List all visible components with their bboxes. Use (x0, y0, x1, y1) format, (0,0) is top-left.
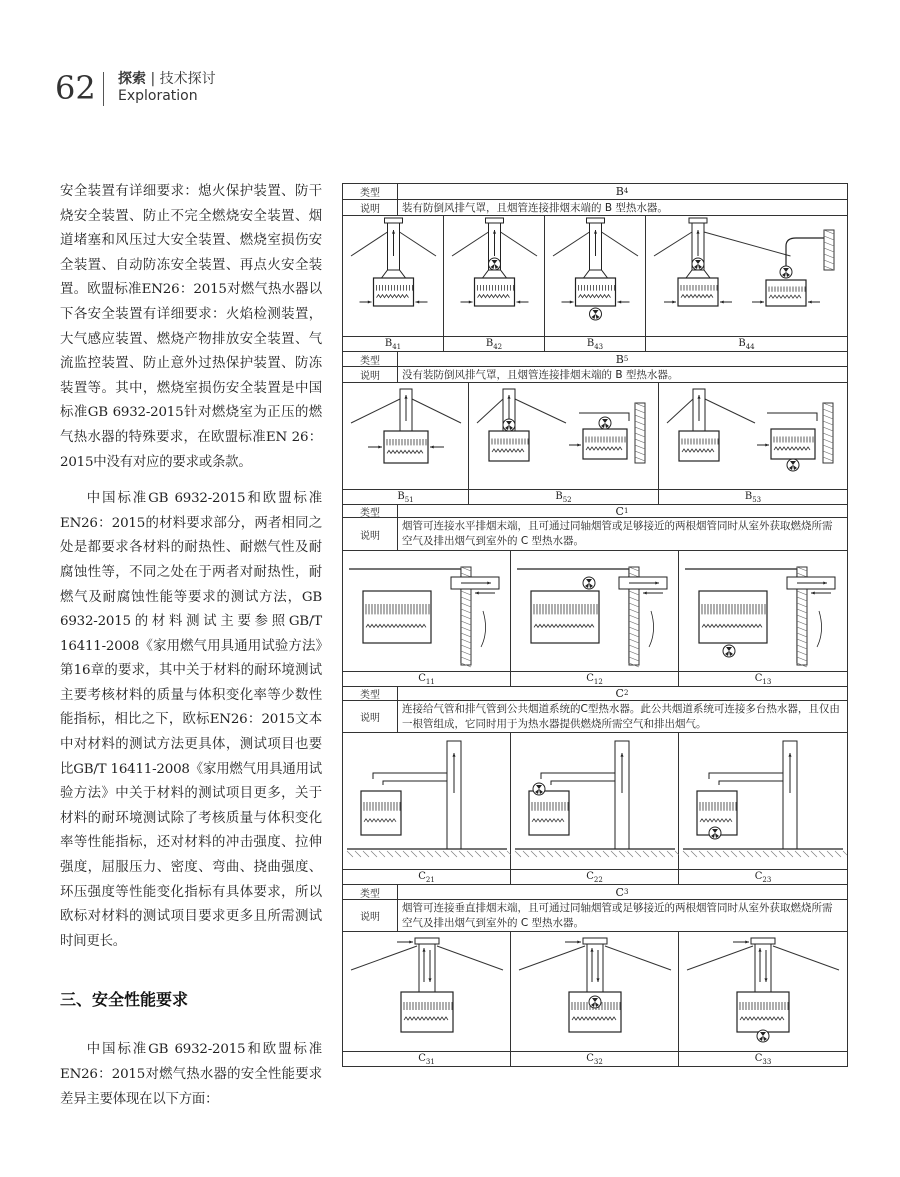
floor-hatch (475, 851, 481, 857)
roof-line (400, 232, 437, 256)
flue-diagram (444, 216, 545, 338)
floor-hatch (443, 851, 449, 857)
floor-hatch (419, 851, 425, 857)
figure-cell (679, 932, 847, 1066)
floor-hatch (803, 851, 809, 857)
heater-body (363, 591, 431, 643)
desc-label: 说明 (343, 701, 398, 732)
type-label: 类型 (343, 687, 398, 700)
heater-body (766, 280, 806, 306)
figure-caption: $B_{53}$ (659, 489, 847, 504)
floor-hatch (659, 851, 665, 857)
air-flow-curve (481, 611, 486, 647)
floor-hatch (635, 851, 641, 857)
floor-hatch (595, 851, 601, 857)
roof-line (452, 232, 489, 256)
section-en: Exploration (118, 88, 198, 104)
roof-line (705, 399, 755, 423)
figure-cell (343, 932, 511, 1066)
roof-line (519, 946, 585, 970)
figure-cell (646, 216, 847, 351)
paragraph-3: 中国标准GB 6932-2015和欧盟标准EN26：2015对燃气热水器的安全性能要求差异主要体现在以下方面： (60, 1042, 322, 1107)
floor-hatch (819, 851, 825, 857)
floor-hatch (491, 851, 497, 857)
figure-cell (659, 383, 847, 504)
floor-hatch (579, 851, 585, 857)
floor-hatch (355, 851, 361, 857)
flue-diagram (511, 733, 679, 871)
heater-body (576, 278, 616, 306)
floor-hatch (795, 851, 801, 857)
flue-pipe (786, 238, 824, 270)
flue-cap (486, 218, 504, 223)
floor-hatch (467, 851, 473, 857)
roof-line (667, 399, 693, 423)
floor-hatch (555, 851, 561, 857)
flue-diagram (679, 551, 847, 673)
floor-hatch (787, 851, 793, 857)
roof-line (553, 232, 590, 256)
figure-caption: $C_{21}$ (343, 869, 510, 884)
figure-caption: $C_{12}$ (511, 671, 678, 686)
roof-line (351, 946, 417, 970)
floor-hatch (611, 851, 617, 857)
floor-hatch (779, 851, 785, 857)
vertical-flue (587, 944, 603, 992)
floor-hatch (747, 851, 753, 857)
floor-hatch (771, 851, 777, 857)
arrow-head (618, 300, 622, 303)
desc-row-b5 (343, 367, 847, 383)
floor-hatch (483, 851, 489, 857)
heater-body (361, 791, 401, 835)
floor-hatch (539, 851, 545, 857)
desc-value: 装有防倒风排气罩，且烟管连接排烟末端的 B 型热水器。 (402, 202, 668, 214)
type-row-b4 (343, 184, 847, 200)
heater-body (374, 278, 414, 306)
arrow-head (570, 300, 574, 303)
flue-pipe (767, 413, 817, 421)
roof-line (704, 232, 791, 256)
type-label: 类型 (343, 505, 398, 517)
flue-diagram (511, 551, 679, 673)
floor-hatch (379, 851, 385, 857)
floor-hatch (763, 851, 769, 857)
floor-hatch (395, 851, 401, 857)
floor-hatch (811, 851, 817, 857)
floor-hatch (843, 851, 847, 857)
flue-cap (587, 218, 605, 223)
figure-caption: $C_{13}$ (679, 671, 847, 686)
vertical-flue (755, 944, 771, 992)
arrow-head (517, 300, 521, 303)
floor-hatch (371, 851, 377, 857)
heater-body (699, 591, 767, 643)
arrow-head (720, 300, 724, 303)
air-flow-curve (649, 611, 654, 647)
floor-hatch (411, 851, 417, 857)
desc-value: 连接给气管和排气管到公共烟道系统的C型热水器。此公共烟道系统可连接多台热水器，且仅由一根管组成，它同时用于为热水器提供燃烧所需空气和排出烟气。 (402, 703, 840, 730)
heater-body (384, 431, 428, 463)
figure-caption: $C_{22}$ (511, 869, 678, 884)
desc-value: 烟管可连接垂直排烟末端，且可通过同轴烟管或足够接近的两根烟管同时从室外获取燃烧所需空气及排出烟气到室外的 C 型热水器。 (402, 902, 833, 929)
arrow-head (409, 940, 413, 943)
figure-cell (343, 551, 511, 686)
roof-line (687, 946, 753, 970)
flue-diagram (545, 216, 646, 338)
heater-body (531, 591, 599, 643)
roof-terminal (415, 938, 439, 944)
roof-line (351, 399, 400, 423)
figure-cell (511, 733, 679, 884)
floor-hatch (691, 851, 697, 857)
figure-caption: $B_{52}$ (469, 489, 658, 504)
wall-section (635, 403, 645, 463)
connector-pipe (709, 773, 783, 779)
section-heading: 三、安全性能要求 (60, 990, 189, 1010)
draught-hood (382, 270, 406, 278)
type-label: 类型 (343, 885, 398, 899)
floor-hatch (499, 851, 505, 857)
roof-terminal (751, 938, 775, 944)
flue-diagram (659, 383, 847, 491)
type-value: C 2 (615, 687, 629, 700)
flue-diagram (343, 932, 511, 1052)
flue-diagram (469, 383, 659, 491)
floor-hatch (427, 851, 433, 857)
arrow-head (577, 443, 581, 446)
desc-row-b4 (343, 200, 847, 216)
arrow-head (430, 445, 434, 448)
header-divider (103, 72, 104, 106)
arrow-head (475, 591, 479, 594)
type-row-c2 (343, 687, 847, 701)
roof-line (515, 399, 566, 423)
flue-cap (385, 218, 403, 223)
heater-body (678, 278, 718, 306)
type-row-c3 (343, 885, 847, 900)
floor-hatch (739, 851, 745, 857)
floor-hatch (347, 851, 353, 857)
figure-cell (444, 216, 545, 351)
draught-hood (686, 270, 710, 278)
paragraph-2: 中国标准GB 6932-2015和欧盟标准EN26：2015的材料要求部分，两者相同之处是都要求各材料的耐热性、耐燃气性及耐腐蚀性等，不同之处在于两者对耐热性，耐燃气及耐腐蚀性能等要求的测试方法，GB 6932-2015的材料测试主要参照GB/T 16411-2008《家用燃气用具通用试验方法》第16章的要求，其中关于材料的耐环境测试主要考核材料的质量与体积变化率等少数性能指标，相比之下，欧标EN26：2015文本中对材料的测试方法更具体，测试项目也要比GB/T 16411-2008《家用燃气用具通用试验方法》中关于材料的测试项目更多，关于材料的耐环境测试除了考核质量与体积变化率等性能指标，还对材料的冲击强度、拉伸强度，屈服压力、密度、弯曲、挠曲强度、环压强度等性能变化指标有具体要求，所以欧标对材料的测试项目要求更多且所需测试时间更长。 (60, 491, 322, 949)
figure-cell (511, 932, 679, 1066)
figure-cell (679, 733, 847, 884)
floor-hatch (603, 851, 609, 857)
floor-hatch (667, 851, 673, 857)
floor-hatch (619, 851, 625, 857)
desc-row-c2 (343, 701, 847, 733)
desc-label: 说明 (343, 518, 398, 550)
figure-cell (511, 551, 679, 686)
figure-caption: $C_{32}$ (511, 1051, 678, 1066)
roof-line (477, 399, 503, 423)
floor-hatch (363, 851, 369, 857)
figure-caption: $B_{42}$ (444, 336, 544, 351)
roof-terminal (583, 938, 607, 944)
floor-hatch (723, 851, 729, 857)
floor-hatch (587, 851, 593, 857)
figure-cell (679, 551, 847, 686)
vertical-flue (419, 944, 435, 992)
figure-caption: $C_{31}$ (343, 1051, 510, 1066)
flue-diagram (343, 551, 511, 673)
figure-cell (469, 383, 659, 504)
flue-type-table (342, 183, 848, 1067)
figure-caption: $B_{44}$ (646, 336, 847, 351)
text-column (60, 180, 322, 1112)
floor-hatch (627, 851, 633, 857)
figure-caption: $C_{11}$ (343, 671, 510, 686)
heater-body (529, 791, 569, 835)
floor-hatch (531, 851, 537, 857)
floor-hatch (563, 851, 569, 857)
figures-b4 (343, 216, 847, 352)
type-row-b5 (343, 352, 847, 367)
arrow-head (368, 300, 372, 303)
desc-value: 没有装防倒风排气罩，且烟管连接排烟末端的 B 型热水器。 (402, 369, 679, 381)
flue-diagram (343, 216, 444, 338)
floor-hatch (643, 851, 649, 857)
arrow-head (745, 940, 749, 943)
flue-diagram (343, 383, 469, 491)
floor-hatch (835, 851, 841, 857)
page-number: 62 (55, 69, 96, 107)
floor-hatch (515, 851, 521, 857)
floor-hatch (571, 851, 577, 857)
floor-hatch (715, 851, 721, 857)
floor-hatch (651, 851, 657, 857)
type-label: 类型 (343, 352, 398, 366)
heater-body (475, 278, 515, 306)
floor-hatch (547, 851, 553, 857)
arrow-head (643, 591, 647, 594)
arrow-head (760, 300, 764, 303)
floor-hatch (435, 851, 441, 857)
heater-body (771, 429, 815, 459)
heater-body (737, 992, 789, 1032)
floor-hatch (387, 851, 393, 857)
paragraph-1: 安全装置有详细要求：熄火保护装置、防干烧安全装置、防止不完全燃烧安全装置、烟道堵塞和风压过大安全装置、燃烧室损伤安全装置、自动防冻安全装置、再点火安全装置。欧盟标准EN26：2015对燃气热水器以下各安全装置有详细要求：火焰检测装置，大气感应装置、燃烧产物排放安全装置、气流监控装置、防止意外过热保护装置、防冻装置等。其中，燃烧室损伤安全装置是中国标准GB 6932-2015针对燃烧室为正压的燃气热水器的特殊要求，在欧盟标准EN 26：2015中没有对应的要求或条款。 (60, 184, 322, 470)
type-value: C 1 (615, 504, 629, 518)
flue-diagram (679, 733, 847, 871)
floor-hatch (707, 851, 713, 857)
section-cn: 探索 (118, 71, 146, 87)
draught-hood (483, 270, 507, 278)
type-label: 类型 (343, 184, 398, 199)
arrow-head (765, 443, 769, 446)
connector-pipe (541, 773, 615, 779)
figures-c2 (343, 733, 847, 885)
roof-line (602, 232, 639, 256)
figure-caption: $C_{23}$ (679, 869, 847, 884)
desc-label: 说明 (343, 900, 398, 931)
roof-line (605, 946, 671, 970)
roof-line (654, 232, 692, 256)
figures-c1 (343, 551, 847, 687)
heater-body (489, 431, 529, 461)
roof-line (412, 399, 461, 423)
figure-cell (343, 733, 511, 884)
floor-hatch (683, 851, 689, 857)
flue-cap (689, 218, 707, 223)
air-flow-curve (817, 611, 822, 647)
flue-diagram (511, 932, 679, 1052)
roof-line (501, 232, 538, 256)
header-section-cn: 探索 | 技术探讨 (118, 71, 216, 87)
arrow-head (577, 940, 581, 943)
desc-label: 说明 (343, 367, 398, 382)
figure-caption: $B_{43}$ (545, 336, 645, 351)
arrow-head (378, 445, 382, 448)
roof-line (437, 946, 503, 970)
floor-hatch (403, 851, 409, 857)
connector-pipe (551, 781, 615, 785)
figure-cell (343, 383, 469, 504)
floor-hatch (731, 851, 737, 857)
desc-row-c1 (343, 518, 847, 551)
arrow-head (808, 300, 812, 303)
heater-body (401, 992, 453, 1032)
type-value: B 4 (615, 185, 629, 198)
type-value: B 5 (615, 352, 629, 366)
figure-cell (343, 216, 444, 351)
heater-body (583, 429, 627, 459)
floor-hatch (451, 851, 457, 857)
desc-label: 说明 (343, 200, 398, 215)
flue-diagram (679, 932, 847, 1052)
figures-b5 (343, 383, 847, 505)
arrow-head (672, 300, 676, 303)
figure-caption: $B_{41}$ (343, 336, 443, 351)
heater-body (679, 431, 719, 461)
figure-caption: $C_{33}$ (679, 1051, 847, 1066)
desc-value: 烟管可连接水平排烟末端，且可通过同轴烟管或足够接近的两根烟管同时从室外获取燃烧所需空气及排出烟气到室外的 C 型热水器。 (402, 520, 833, 547)
figure-cell (545, 216, 646, 351)
floor-hatch (827, 851, 833, 857)
connector-pipe (383, 781, 447, 785)
arrow-head (811, 591, 815, 594)
roof-line (351, 232, 388, 256)
arrow-head (469, 300, 473, 303)
draught-hood (584, 270, 608, 278)
flue-diagram (343, 733, 511, 871)
connector-pipe (719, 781, 783, 785)
flue-diagram (646, 216, 847, 338)
type-value: C 3 (615, 885, 629, 899)
figures-c3 (343, 932, 847, 1066)
figure-caption: $B_{51}$ (343, 489, 468, 504)
wall-section (823, 403, 833, 463)
type-row-c1 (343, 505, 847, 518)
connector-pipe (373, 773, 447, 779)
floor-hatch (755, 851, 761, 857)
roof-line (773, 946, 839, 970)
subsection-cn: 技术探讨 (159, 71, 216, 87)
floor-hatch (523, 851, 529, 857)
floor-hatch (459, 851, 465, 857)
desc-row-c3 (343, 900, 847, 932)
floor-hatch (699, 851, 705, 857)
arrow-head (416, 300, 420, 303)
